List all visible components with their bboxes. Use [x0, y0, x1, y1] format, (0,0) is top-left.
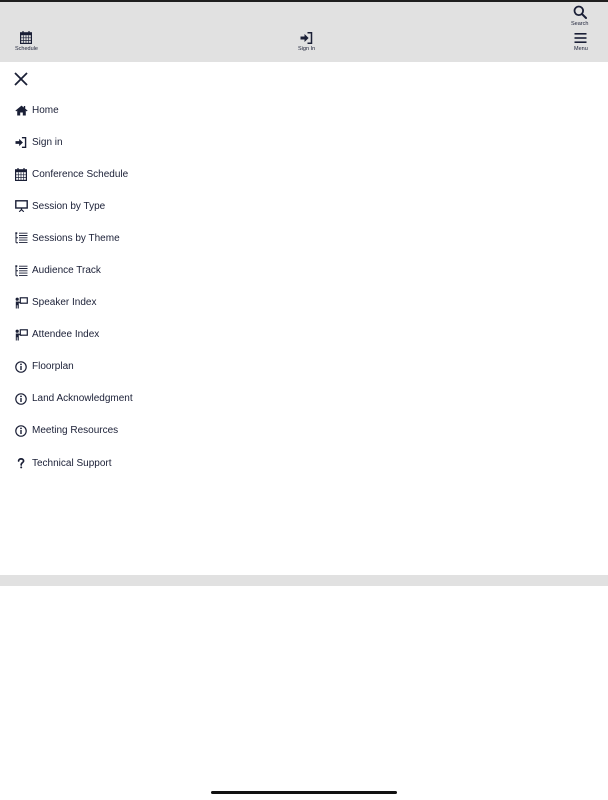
- calendar-icon: [14, 167, 28, 181]
- calendar-icon: [20, 31, 32, 44]
- menu-item-label: Home: [32, 104, 59, 116]
- speaker-icon: [14, 328, 28, 342]
- menu-item-conference-schedule[interactable]: [0, 158, 608, 190]
- menu-item-floorplan[interactable]: [0, 351, 608, 383]
- menu-item-speaker-index[interactable]: [0, 287, 608, 319]
- info-icon: [14, 424, 28, 438]
- search-button[interactable]: [571, 5, 588, 27]
- home-icon: [14, 103, 28, 117]
- menu-item-audience-track[interactable]: [0, 254, 608, 286]
- menu-item-label: Land Acknowledgment: [32, 393, 133, 405]
- menu-button[interactable]: [574, 32, 588, 52]
- home-indicator[interactable]: [211, 791, 397, 794]
- menu-item-label: Audience Track: [32, 265, 101, 277]
- menu-item-label: Session by Type: [32, 200, 106, 212]
- list-tree-icon: [14, 231, 28, 245]
- search-label: Search: [571, 21, 589, 27]
- menu-item-technical-support[interactable]: [0, 447, 608, 479]
- menu-item-label: Meeting Resources: [32, 425, 119, 437]
- footer-divider-band: [0, 575, 608, 586]
- menu-item-label: Sessions by Theme: [32, 232, 120, 244]
- schedule-label: Schedule: [15, 46, 38, 52]
- sign-in-icon: [300, 32, 313, 44]
- menu-item-home[interactable]: [0, 94, 608, 126]
- menu-label: Menu: [574, 46, 588, 52]
- info-icon: [14, 392, 28, 406]
- top-toolbar: [0, 2, 608, 62]
- menu-item-attendee-index[interactable]: [0, 319, 608, 351]
- navigation-menu: [0, 94, 608, 479]
- sign-in-label: Sign In: [298, 46, 316, 52]
- question-icon: [14, 456, 28, 470]
- menu-item-label: Sign in: [32, 136, 63, 148]
- close-icon: [13, 71, 29, 87]
- menu-item-sign-in[interactable]: [0, 126, 608, 158]
- menu-item-label: Attendee Index: [32, 329, 100, 341]
- search-icon: [573, 5, 587, 19]
- speaker-icon: [14, 296, 28, 310]
- menu-item-label: Floorplan: [32, 361, 74, 373]
- hamburger-icon: [574, 32, 587, 44]
- presentation-icon: [14, 199, 28, 213]
- menu-item-label: Technical Support: [32, 457, 112, 469]
- menu-item-label: Conference Schedule: [32, 168, 129, 180]
- menu-item-sessions-by-theme[interactable]: [0, 222, 608, 254]
- menu-item-label: Speaker Index: [32, 297, 97, 309]
- list-tree-icon: [14, 264, 28, 278]
- sign-in-button[interactable]: [298, 32, 315, 52]
- menu-item-session-by-type[interactable]: [0, 190, 608, 222]
- schedule-button[interactable]: [15, 31, 38, 52]
- info-icon: [14, 360, 28, 374]
- menu-item-meeting-resources[interactable]: [0, 415, 608, 447]
- sign-in-icon: [14, 135, 28, 149]
- menu-item-land-acknowledgment[interactable]: [0, 383, 608, 415]
- close-menu-button[interactable]: [13, 71, 29, 87]
